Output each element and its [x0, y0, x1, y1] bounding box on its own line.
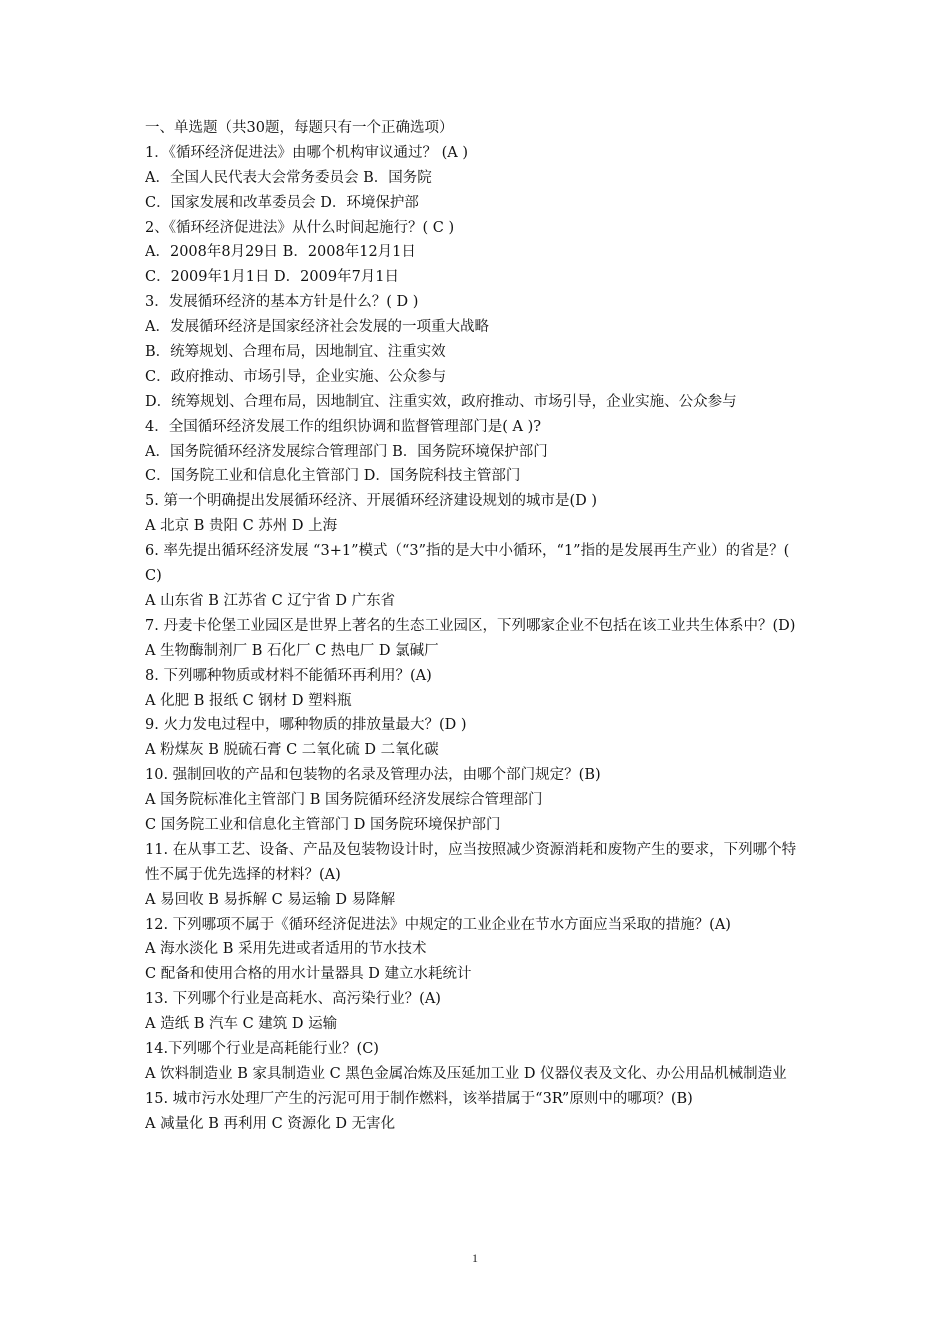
option-line: C．国务院工业和信息化主管部门 D．国务院科技主管部门: [145, 468, 521, 485]
question-15: 15. 城市污水处理厂产生的污泥可用于制作燃料，该举措属于“3R”原则中的哪项？(B): [145, 1090, 693, 1107]
option-line: A 易回收 B 易拆解 C 易运输 D 易降解: [145, 891, 396, 908]
question-8: 8. 下列哪种物质或材料不能循环再利用？(A): [145, 667, 432, 684]
option-line: A 化肥 B 报纸 C 钢材 D 塑料瓶: [145, 692, 352, 709]
question-3: 3．发展循环经济的基本方针是什么？( D ): [145, 294, 419, 311]
option-line: A 生物酶制剂厂 B 石化厂 C 热电厂 D 氯碱厂: [145, 642, 439, 659]
option-line: A 海水淡化 B 采用先进或者适用的节水技术: [145, 941, 427, 958]
option-line: C．国家发展和改革委员会 D．环境保护部: [145, 194, 419, 211]
question-12: 12. 下列哪项不属于《循环经济促进法》中规定的工业企业在节水方面应当采取的措施？(A): [145, 916, 731, 933]
option-line: A．发展循环经济是国家经济社会发展的一项重大战略: [145, 319, 489, 336]
question-14: 14.下列哪个行业是高耗能行业？(C): [145, 1041, 379, 1058]
option-line: C．政府推动、市场引导，企业实施、公众参与: [145, 368, 447, 385]
option-line: A．国务院循环经济发展综合管理部门 B．国务院环境保护部门: [145, 443, 548, 460]
question-13: 13. 下列哪个行业是高耗水、高污染行业？(A): [145, 991, 441, 1008]
question-6: 6. 率先提出循环经济发展 “3+1”模式（“3”指的是大中小循环，“1”指的是发展再生产业）的省是？( C): [145, 543, 790, 585]
question-9: 9. 火力发电过程中，哪种物质的排放量最大？(D ): [145, 717, 467, 734]
option-line: C 配备和使用合格的用水计量器具 D 建立水耗统计: [145, 966, 472, 983]
option-line: A 造纸 B 汽车 C 建筑 D 运输: [145, 1016, 338, 1033]
document-page: [145, 116, 810, 1137]
option-line: A 北京 B 贵阳 C 苏州 D 上海: [145, 518, 338, 535]
option-line: A 山东省 B 江苏省 C 辽宁省 D 广东省: [145, 592, 396, 609]
question-5: 5. 第一个明确提出发展循环经济、开展循环经济建设规划的城市是(D ): [145, 493, 597, 510]
option-line: A．全国人民代表大会常务委员会 B．国务院: [145, 169, 432, 186]
question-4: 4．全国循环经济发展工作的组织协调和监督管理部门是( A )?: [145, 418, 542, 435]
question-7: 7. 丹麦卡伦堡工业园区是世界上著名的生态工业园区，下列哪家企业不包括在该工业共生体系中？(D): [145, 617, 796, 634]
question-1: 1．《循环经济促进法》由哪个机构审议通过？ (A ): [145, 144, 468, 161]
section-title: 一、单选题（共30题，每题只有一个正确选项）: [145, 120, 454, 136]
question-10: 10. 强制回收的产品和包装物的名录及管理办法，由哪个部门规定？(B): [145, 767, 601, 784]
question-11: 11. 在从事工艺、设备、产品及包装物设计时，应当按照减少资源消耗和废物产生的要求，下列哪个特性不属于优先选择的材料？(A): [145, 841, 797, 883]
option-line: B．统筹规划、合理布局，因地制宜、注重实效: [145, 344, 446, 361]
option-line: A 粉煤灰 B 脱硫石膏 C 二氧化硫 D 二氧化碳: [145, 742, 439, 759]
question-2: 2、《循环经济促进法》从什么时间起施行？( C ): [145, 219, 455, 236]
option-line: A 减量化 B 再利用 C 资源化 D 无害化: [145, 1115, 396, 1132]
option-line: C．2009年1月1日 D．2009年7月1日: [145, 269, 400, 286]
option-line: D．统筹规划、合理布局，因地制宜、注重实效，政府推动、市场引导，企业实施、公众参与: [145, 393, 737, 410]
option-line: A．2008年8月29日 B．2008年12月1日: [145, 244, 416, 261]
page-number: 1: [472, 1251, 478, 1265]
option-line: C 国务院工业和信息化主管部门 D 国务院环境保护部门: [145, 817, 501, 833]
option-line: A 饮料制造业 B 家具制造业 C 黑色金属冶炼及压延加工业 D 仪器仪表及文化、办公用品机械制造业: [145, 1065, 787, 1082]
option-line: A 国务院标准化主管部门 B 国务院循环经济发展综合管理部门: [145, 792, 543, 809]
